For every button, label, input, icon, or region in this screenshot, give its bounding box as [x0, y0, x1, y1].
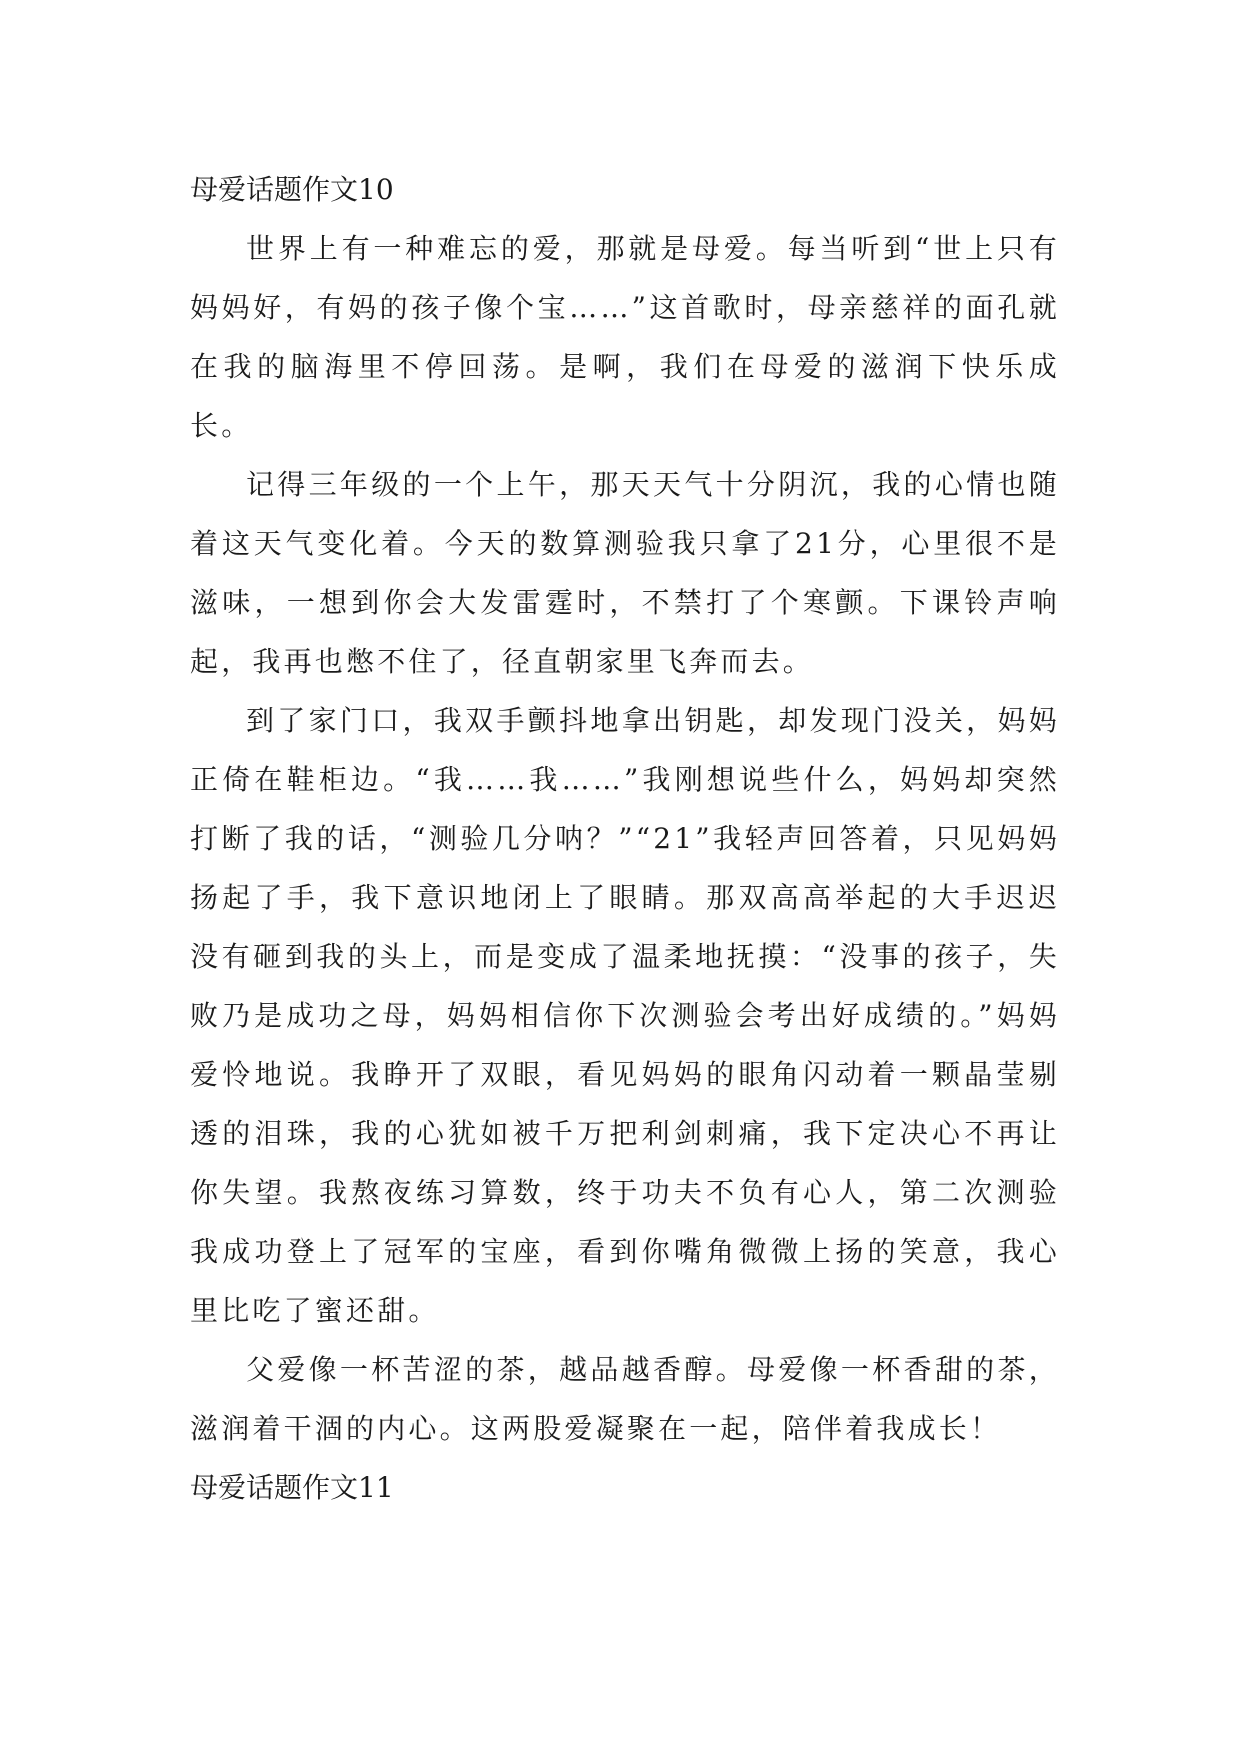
paragraph-1: 世界上有一种难忘的爱，那就是母爱。每当听到“世上只有妈妈好，有妈的孩子像个宝……”这首歌时，母亲慈祥的面孔就在我的脑海里不停回荡。是啊，我们在母爱的滋润下快乐成长。	[190, 232, 1060, 442]
paragraph-3: 到了家门口，我双手颤抖地拿出钥匙，却发现门没关，妈妈正倚在鞋柜边。“我……我……”我刚想说些什么，妈妈却突然打断了我的话，“测验几分呐？”“21”我轻声回答着，只见妈妈扬起了手，我下意识地闭上了眼睛。那双高高举起的大手迟迟没有砸到我的头上，而是变成了温柔地抚摸：“没事的孩子，失败乃是成功之母，妈妈相信你下次测验会考出好成绩的。”妈妈爱怜地说。我睁开了双眼，看见妈妈的眼角闪动着一颗晶莹剔透的泪珠，我的心犹如被千万把利剑刺痛，我下定决心不再让你失望。我熬夜练习算数，终于功夫不负有心人，第二次测验我成功登上了冠军的宝座，看到你嘴角微微上扬的笑意，我心里比吃了蜜还甜。	[190, 704, 1060, 1327]
essay-title-10: 母爱话题作文10	[190, 173, 394, 206]
document-body	[190, 160, 1060, 1517]
paragraph-4: 父爱像一杯苦涩的茶，越品越香醇。母爱像一杯香甜的茶，滋润着干涸的内心。这两股爱凝聚在一起，陪伴着我成长！	[190, 1353, 1060, 1445]
essay-title-11: 母爱话题作文11	[190, 1471, 394, 1504]
paragraph-2: 记得三年级的一个上午，那天天气十分阴沉，我的心情也随着这天气变化着。今天的数算测验我只拿了21分，心里很不是滋味，一想到你会大发雷霆时，不禁打了个寒颤。下课铃声响起，我再也憋不住了，径直朝家里飞奔而去。	[190, 468, 1060, 678]
